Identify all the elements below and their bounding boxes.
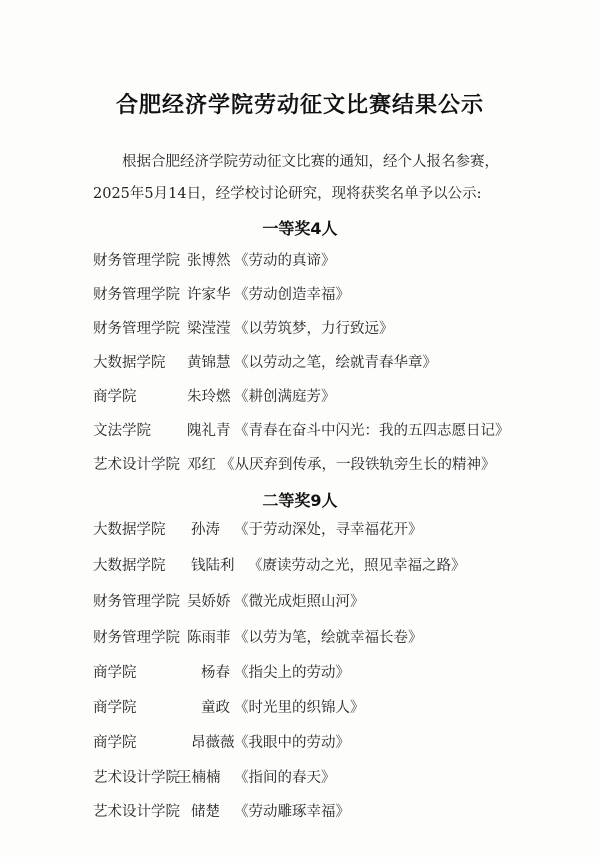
award-name: 王楠楠 bbox=[177, 770, 221, 786]
award-college: 大数据学院 bbox=[93, 522, 166, 538]
award-work-title: 《劳动的真谛》 bbox=[234, 253, 336, 269]
award-college: 商学院 bbox=[93, 389, 137, 405]
award-college: 艺术设计学院 bbox=[93, 770, 180, 786]
award-college: 财务管理学院 bbox=[93, 287, 180, 303]
award-work-title: 《劳动雕琢幸福》 bbox=[234, 804, 350, 820]
award-name: 陈雨菲 bbox=[187, 630, 231, 646]
award-college: 商学院 bbox=[93, 665, 137, 681]
award-work-title: 《从厌弃到传承，一段铁轨旁生长的精神》 bbox=[220, 457, 496, 473]
award-work-title: 《耕创满庭芳》 bbox=[234, 389, 336, 405]
award-college: 财务管理学院 bbox=[93, 630, 180, 646]
award-work-title: 《指间的春天》 bbox=[234, 770, 336, 786]
award-work-title: 《以劳为笔，绘就幸福长卷》 bbox=[234, 630, 423, 646]
award-work-title: 《以劳筑梦，力行致远》 bbox=[234, 321, 394, 337]
award-work-title: 《劳动创造幸福》 bbox=[234, 287, 350, 303]
intro-paragraph: 根据合肥经济学院劳动征文比赛的通知，经个人报名参赛，2025年5月14日，经学校讨论研究，现将获奖名单予以公示: bbox=[93, 154, 499, 202]
award-college: 文法学院 bbox=[93, 423, 151, 439]
award-college: 艺术设计学院 bbox=[93, 804, 180, 820]
award-name: 隗礼青 bbox=[187, 423, 231, 439]
award-name: 钱陆利 bbox=[191, 558, 235, 574]
award-work-title: 《以劳动之笔，绘就青春华章》 bbox=[234, 355, 437, 371]
award-college: 艺术设计学院 bbox=[93, 457, 180, 473]
award-college: 财务管理学院 bbox=[93, 253, 180, 269]
award-work-title: 《指尖上的劳动》 bbox=[234, 665, 350, 681]
first-prize-heading: 一等奖4人 bbox=[262, 219, 338, 238]
award-name: 吴娇娇 bbox=[187, 594, 231, 610]
award-work-title: 《赓读劳动之光，照见幸福之路》 bbox=[248, 558, 466, 574]
award-name: 杨春 bbox=[201, 665, 230, 681]
award-work-title: 《时光里的织锦人》 bbox=[234, 700, 365, 716]
document-title: 合肥经济学院劳动征文比赛结果公示 bbox=[115, 93, 484, 118]
award-name: 邓红 bbox=[187, 457, 216, 473]
award-name: 孙涛 bbox=[191, 522, 220, 538]
award-name: 梁滢滢 bbox=[187, 321, 231, 337]
award-name: 昂薇薇 bbox=[191, 735, 235, 751]
award-name: 黄锦慧 bbox=[187, 355, 231, 371]
second-prize-heading: 二等奖9人 bbox=[262, 491, 338, 510]
award-college: 财务管理学院 bbox=[93, 321, 180, 337]
award-name: 童政 bbox=[201, 700, 230, 716]
award-college: 商学院 bbox=[93, 700, 137, 716]
award-work-title: 《青春在奋斗中闪光：我的五四志愿日记》 bbox=[234, 423, 510, 439]
award-college: 大数据学院 bbox=[93, 558, 166, 574]
award-college: 财务管理学院 bbox=[93, 594, 180, 610]
award-name: 张博然 bbox=[187, 253, 231, 269]
award-name: 许家华 bbox=[187, 287, 231, 303]
award-work-title: 《于劳动深处，寻幸福花开》 bbox=[234, 522, 423, 538]
award-work-title: 《微光成炬照山河》 bbox=[234, 594, 365, 610]
award-college: 商学院 bbox=[93, 735, 137, 751]
award-work-title: 《我眼中的劳动》 bbox=[234, 735, 350, 751]
award-name: 朱玲燃 bbox=[187, 389, 231, 405]
award-name: 储楚 bbox=[191, 804, 220, 820]
award-college: 大数据学院 bbox=[93, 355, 166, 371]
